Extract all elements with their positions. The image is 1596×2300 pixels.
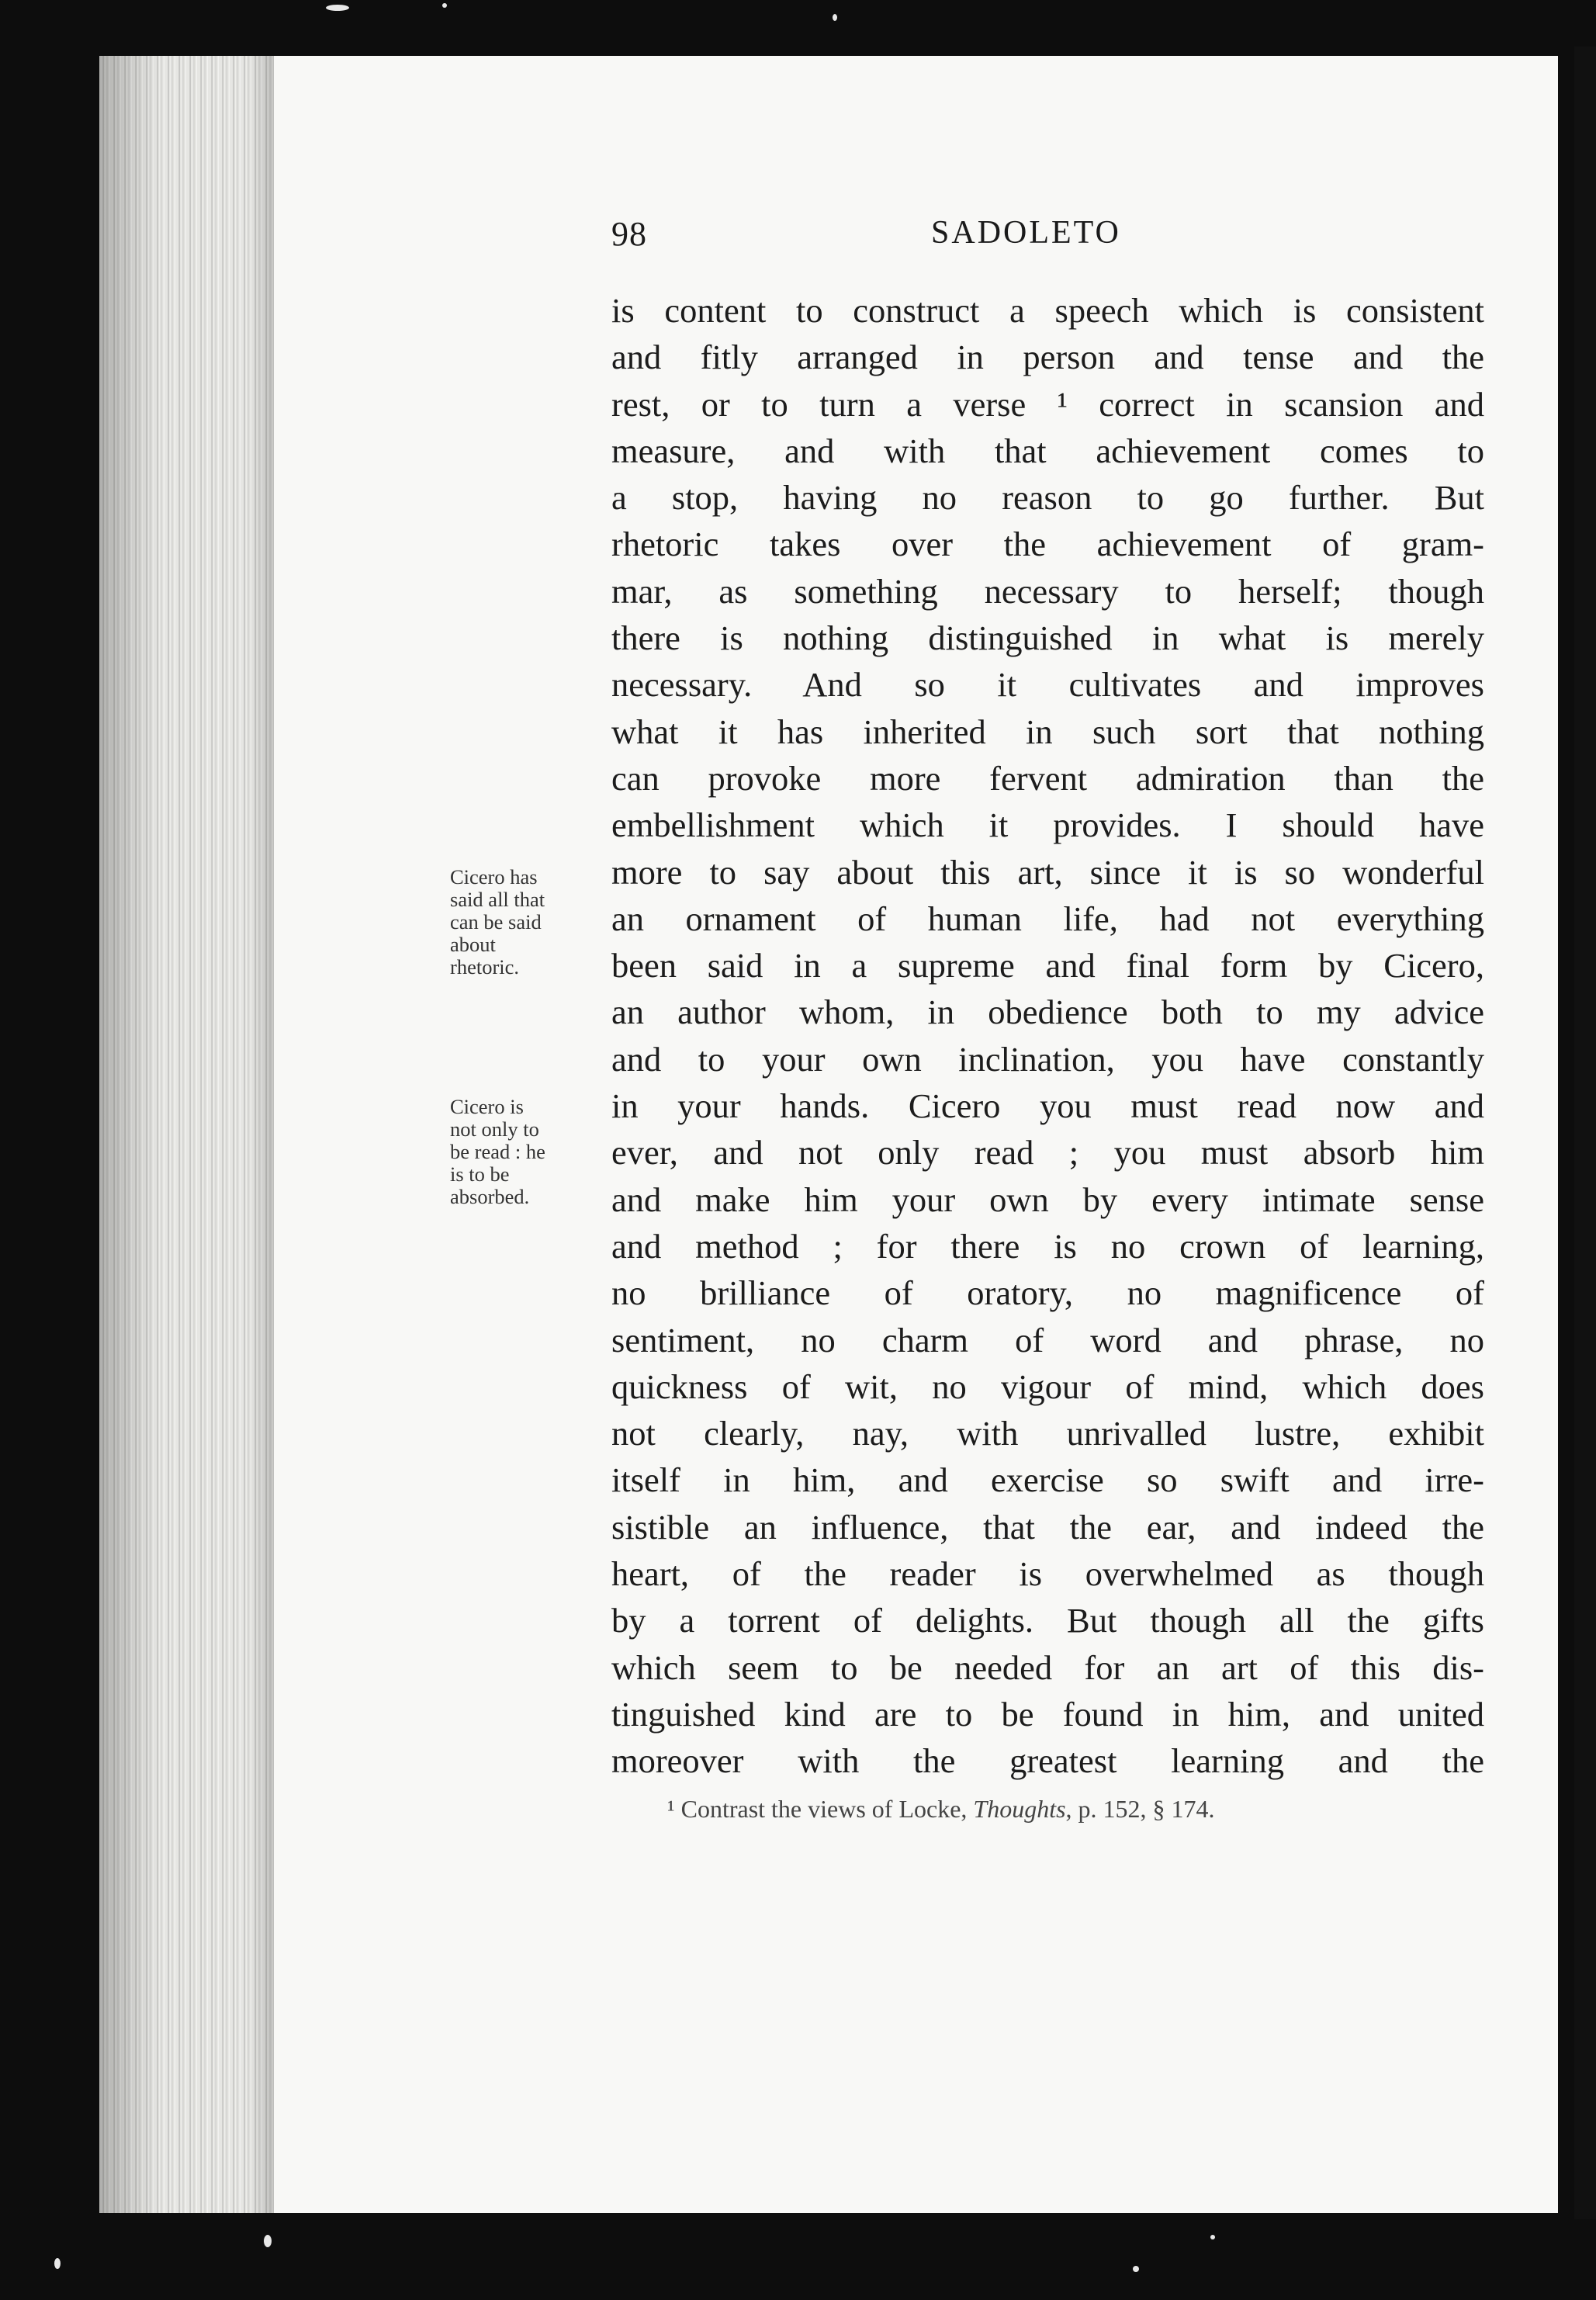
sidenote-line: absorbed. <box>450 1185 530 1208</box>
body-line: and fitly arranged in person and tense and the <box>611 338 1484 377</box>
footnote-citation: , p. 152, § 174. <box>1065 1795 1215 1823</box>
body-line: there is nothing distinguished in what is merely <box>611 618 1484 658</box>
sidenote-line: said all that <box>450 888 545 911</box>
body-line: in your hands. Cicero you must read now and <box>611 1086 1484 1126</box>
sidenote-line: about <box>450 933 496 956</box>
body-text <box>611 287 1484 1785</box>
body-line: sentiment, no charm of word and phrase, no <box>611 1320 1484 1360</box>
body-line: and make him your own by every intimate sense <box>611 1179 1484 1219</box>
binding-shadow <box>1574 47 1596 2219</box>
footnote-text: Contrast the views of Locke, <box>680 1795 974 1823</box>
footnote <box>667 1795 1215 1824</box>
body-line: quickness of wit, no vigour of mind, which does <box>611 1366 1484 1406</box>
running-title: SADOLETO <box>931 215 1121 251</box>
sidenote-line: not only to <box>450 1117 539 1141</box>
body-line: a stop, having no reason to go further. But <box>611 478 1484 518</box>
body-line: an ornament of human life, had not everything <box>611 899 1484 938</box>
body-line: can provoke more fervent admiration than the <box>611 758 1484 798</box>
running-head <box>0 214 1596 261</box>
body-line: embellishment which it provides. I should have <box>611 805 1484 845</box>
body-line: heart, of the reader is overwhelmed as though <box>611 1554 1484 1594</box>
body-line: been said in a supreme and final form by Cicero, <box>611 946 1484 985</box>
body-line: ever, and not only read ; you must absorb him <box>611 1133 1484 1173</box>
body-line: rhetoric takes over the achievement of gram- <box>611 525 1484 564</box>
body-line: and method ; for there is no crown of learning, <box>611 1226 1484 1266</box>
sidenote-line: be read : he <box>450 1140 545 1163</box>
body-line: tinguished kind are to be found in him, and united <box>611 1694 1484 1734</box>
body-line: no brilliance of oratory, no magnificence of <box>611 1273 1484 1313</box>
sidenote-line: can be said <box>450 910 542 934</box>
body-line: moreover with the greatest learning and the <box>611 1741 1484 1781</box>
body-line: by a torrent of delights. But though all the gifts <box>611 1601 1484 1640</box>
body-line: mar, as something necessary to herself; though <box>611 571 1484 611</box>
sidenote-absorbed <box>450 1096 613 1208</box>
body-line: sistible an influence, that the ear, and indeed the <box>611 1507 1484 1547</box>
sidenote-line: is to be <box>450 1162 510 1186</box>
body-line: rest, or to turn a verse ¹ correct in scansion and <box>611 384 1484 424</box>
sidenote-line: Cicero is <box>450 1095 524 1118</box>
body-line: not clearly, nay, with unrivalled lustre, exhibit <box>611 1414 1484 1453</box>
body-line: measure, and with that achievement comes to <box>611 431 1484 470</box>
body-line: an author whom, in obedience both to my advice <box>611 992 1484 1032</box>
body-line: more to say about this art, since it is so wonderful <box>611 852 1484 892</box>
body-line: is content to construct a speech which is consistent <box>611 291 1484 330</box>
body-line: and to your own inclination, you have constantly <box>611 1039 1484 1079</box>
body-line: which seem to be needed for an art of this dis- <box>611 1647 1484 1687</box>
page-fore-edge <box>99 56 274 2213</box>
body-line: itself in him, and exercise so swift and irre- <box>611 1460 1484 1500</box>
sidenote-line: Cicero has <box>450 865 538 888</box>
body-line: necessary. And so it cultivates and improves <box>611 665 1484 705</box>
body-line: what it has inherited in such sort that nothing <box>611 712 1484 751</box>
sidenote-rhetoric <box>450 866 613 979</box>
footnote-marker: ¹ <box>667 1795 675 1823</box>
sidenote-line: rhetoric. <box>450 955 520 979</box>
page-number: 98 <box>611 215 647 253</box>
footnote-italic-title: Thoughts <box>973 1795 1066 1823</box>
